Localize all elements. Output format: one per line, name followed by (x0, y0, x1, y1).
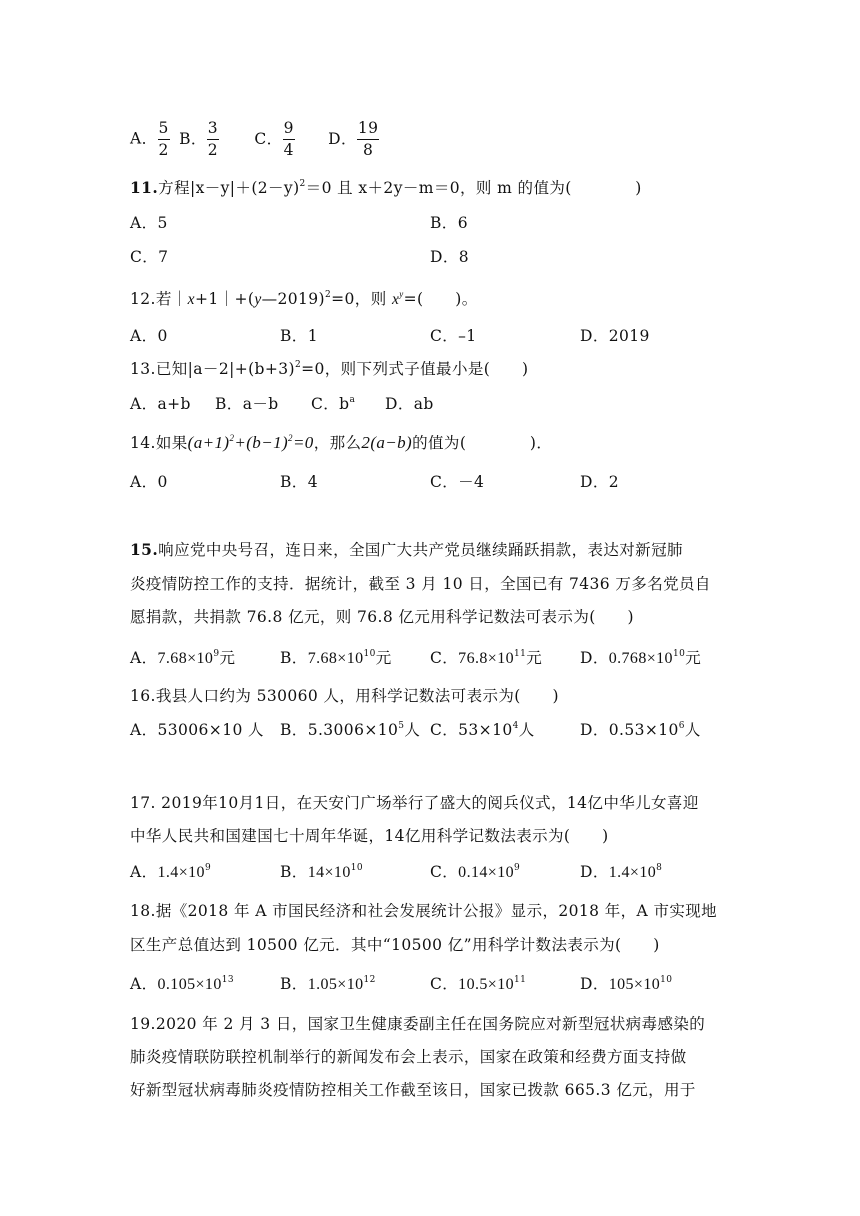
q16-stem: 16.我县人口约为 530060 人，用科学记数法可表示为( ) (130, 687, 559, 705)
q16-option-d: D．$0.53\times 10^6$人 (580, 721, 701, 739)
q13-option-d: D．ab (385, 395, 434, 413)
q12-option-c: C．–1 (430, 327, 477, 345)
q14-stem: 14.如果$(a+1)^2+(b-1)^2=0$，那么2(a−b)的值为( )． (130, 433, 553, 452)
q18-option-c: C．$10.5\times 10^{11}$ (430, 975, 527, 993)
q10-option-d-fraction: $\frac{19}{8}$ (357, 119, 379, 159)
q15-option-a: A．$7.68\times 10^9$元 (130, 649, 236, 667)
q13-option-a: A．a+b (130, 395, 191, 413)
q11-option-a: A．5 (130, 214, 168, 232)
q18-line-2: 区生产总值达到 10500 亿元．其中“10500 亿”用科学计数法表示为( ) (130, 936, 660, 954)
q12-option-a: A．0 (130, 327, 168, 345)
q19-line-1: 19.2020 年 2 月 3 日，国家卫生健康委副主任在国务院应对新型冠状病毒感染的 (130, 1015, 706, 1033)
q12-stem: 12.若｜x+1｜+(y—2019)$^2$=0，则 $x^y=$( )。 (130, 289, 478, 308)
q10-option-b-fraction: $\frac{3}{2}$ (207, 119, 219, 159)
q10-option-a-fraction: $\frac{5}{2}$ (158, 119, 169, 159)
q15-option-c: C．$76.8\times 10^{11}$元 (430, 649, 543, 667)
q15-option-d: D．$0.768\times 10^{10}$元 (580, 649, 702, 667)
q17-option-b: B．$14\times 10^{10}$ (280, 863, 363, 881)
q15-line-3: 愿捐款，共捐款 76.8 亿元，则 76.8 亿元用科学记数法可表示为( ) (130, 608, 634, 626)
q19-line-2: 肺炎疫情联防联控机制举行的新闻发布会上表示，国家在政策和经费方面支持做 (130, 1048, 687, 1066)
q10-option-c-label: C． (254, 129, 283, 148)
q17-line-1: 17. 2019年10月1日，在天安门广场举行了盛大的阅兵仪式，14亿中华儿女喜迎 (130, 794, 699, 812)
q16-option-c: C．$53\times 10^4$人 (430, 721, 535, 739)
q13-stem: 13.已知$|a-2|+(b+3)^2=0$，则下列式子值最小是( ) (130, 360, 529, 378)
q14-option-c: C．－4 (430, 473, 485, 491)
q14-expression-left: $(a+1)^2+(b-1)^2=0$ (187, 433, 314, 452)
q17-line-2: 中华人民共和国建国七十周年华诞，14亿用科学记数法表示为( ) (130, 827, 609, 845)
q11-option-b: B．6 (430, 214, 468, 232)
q11-option-d: D．8 (430, 248, 469, 266)
q13-option-b: B．a－b (215, 395, 279, 413)
q15-line-2: 炎疫情防控工作的支持．据统计，截至 3 月 10 日，全国已有 7436 万多名党员自 (130, 575, 711, 593)
q17-option-d: D．$1.4\times 10^8$ (580, 863, 663, 881)
q12-option-d: D．2019 (580, 327, 650, 345)
q11-option-c: C．7 (130, 248, 169, 266)
q16-option-b: B．$5.3006\times 10^5$人 (280, 721, 421, 739)
q12-option-b: B．1 (280, 327, 318, 345)
q10-option-d-label: D． (328, 129, 357, 148)
q17-option-c: C．$0.14\times 10^9$ (430, 863, 521, 881)
q10-options (130, 120, 379, 159)
q17-option-a: A．$1.4\times 10^9$ (130, 863, 212, 881)
q14-expression-right: 2(a−b) (361, 433, 413, 452)
q16-option-a: A．53006×10 人 (130, 721, 264, 739)
q18-option-b: B．$1.05\times 10^{12}$ (280, 975, 376, 993)
q14-option-d: D．2 (580, 473, 619, 491)
q11-number: 11. (130, 178, 159, 197)
q10-option-a-label: A． (130, 129, 158, 148)
q10-option-b-label: B． (179, 129, 207, 148)
q15-line-1: 15.响应党中央号召，连日来，全国广大共产党员继续踊跃捐款，表达对新冠肺 (130, 540, 683, 559)
q14-option-a: A．0 (130, 473, 168, 491)
q18-line-1: 18.据《2018 年 A 市国民经济和社会发展统计公报》显示，2018 年，A 市实现地 (130, 902, 718, 920)
q14-option-b: B．4 (280, 473, 318, 491)
q18-option-a: A．$0.105\times 10^{13}$ (130, 975, 234, 993)
q10-option-c-fraction: $\frac{9}{4}$ (283, 119, 294, 159)
q15-number: 15. (130, 540, 159, 559)
q15-option-b: B．$7.68\times 10^{10}$元 (280, 649, 392, 667)
q11-stem: 11.方程$|x-y|+(2-y)^2=0$ 且 x＋2y－m＝0，则 m 的值为( ) (130, 178, 642, 197)
q18-option-d: D．$105\times 10^{10}$ (580, 975, 673, 993)
q19-line-3: 好新型冠状病毒肺炎疫情防控相关工作截至该日，国家已拨款 665.3 亿元，用于 (130, 1081, 696, 1099)
q13-option-c: C．$b^a$ (311, 395, 356, 413)
